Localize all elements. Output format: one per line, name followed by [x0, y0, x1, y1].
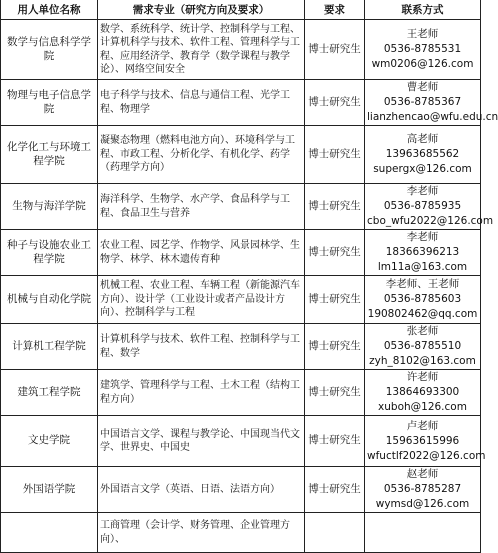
contact-person: 李老师 [406, 185, 439, 197]
contact-info [365, 230, 481, 276]
table-row [1, 467, 481, 513]
contact-person: 张老师 [406, 325, 439, 337]
required-majors: 中国语言文学、课程与教学论、中国现当代文学、世界史、中国史 [98, 416, 305, 467]
contact-phone: 18366396213 [385, 246, 460, 258]
contact-person: 赵老师 [406, 468, 439, 480]
header-contact: 联系方式 [365, 0, 481, 20]
table-header-row [1, 0, 481, 20]
contact-email[interactable]: lm11a@163.com [377, 261, 468, 273]
college-name: 数学与信息科学学院 [1, 20, 98, 80]
degree-requirement: 博士研究生 [305, 20, 365, 80]
contact-email[interactable]: lianzhencao@wfu.edu.cn [367, 111, 498, 123]
required-majors: 数学、系统科学、统计学、控制科学与工程、计算机科学与技术、软件工程、管理科学与工程、应用经济学、教育学（数学课程与教学论）、网络空间安全 [98, 20, 305, 80]
contact-phone: 13963685562 [385, 148, 460, 160]
contact-info [365, 467, 481, 513]
contact-email[interactable]: wfuctlf2022@126.com [367, 449, 486, 462]
required-majors: 计算机科学与技术、软件工程、控制科学与工程、数学 [98, 324, 305, 370]
contact-email[interactable]: wymsd@126.com [375, 498, 470, 510]
contact-phone: 0536-8785531 [383, 43, 462, 55]
contact-info [365, 126, 481, 184]
contact-info [365, 276, 481, 324]
contact-info [365, 184, 494, 230]
college-name: 计算机工程学院 [1, 324, 98, 370]
header-requirement: 要求 [305, 0, 365, 20]
table-row [1, 324, 481, 370]
degree-requirement: 博士研究生 [305, 184, 365, 230]
college-name: 化学化工与环境工程学院 [1, 126, 98, 184]
college-name [1, 513, 98, 553]
required-majors: 工商管理（会计学、财务管理、企业管理方向）、 [98, 513, 305, 553]
contact-email[interactable]: xuboh@126.com [378, 401, 467, 413]
required-majors: 海洋科学、生物学、水产学、食品科学与工程、食品卫生与营养 [98, 184, 305, 230]
contact-email[interactable]: supergx@126.com [373, 163, 472, 175]
contact-phone: 0536-8785935 [383, 200, 462, 212]
degree-requirement [305, 513, 365, 553]
contact-person: 曹老师 [406, 81, 439, 93]
contact-person: 卢老师 [406, 419, 439, 432]
contact-email[interactable]: zyh_8102@163.com [369, 355, 476, 367]
degree-requirement: 博士研究生 [305, 467, 365, 513]
degree-requirement: 博士研究生 [305, 324, 365, 370]
college-name: 文史学院 [1, 416, 98, 467]
contact-info [365, 513, 481, 553]
college-name: 机械与自动化学院 [1, 276, 98, 324]
contact-email[interactable]: 190802462@qq.com [367, 308, 478, 320]
degree-requirement: 博士研究生 [305, 370, 365, 416]
college-name: 外国语学院 [1, 467, 98, 513]
required-majors: 电子科学与技术、信息与通信工程、光学工程、物理学 [98, 80, 305, 126]
contact-phone: 13864693300 [385, 386, 460, 398]
required-majors: 外国语言文学（英语、日语、法语方向） [98, 467, 305, 513]
college-name: 建筑工程学院 [1, 370, 98, 416]
header-college: 用人单位名称 [1, 0, 98, 20]
contact-phone: 0536-8785367 [383, 96, 462, 108]
college-name: 生物与海洋学院 [1, 184, 98, 230]
required-majors: 凝聚态物理（燃料电池方向）、环境科学与工程、市政工程、分析化学、有机化学、药学（药理学方向） [98, 126, 305, 184]
required-majors: 机械工程、农业工程、车辆工程（新能源汽车方向）、设计学（工业设计或者产品设计方向）、控制科学与工程 [98, 276, 305, 324]
table-row [1, 80, 481, 126]
contact-phone: 0536-8785287 [383, 483, 462, 495]
table-row [1, 126, 481, 184]
table-row [1, 416, 481, 467]
college-name: 种子与设施农业工程学院 [1, 230, 98, 276]
contact-person: 王老师 [406, 28, 439, 40]
contact-person: 高老师 [406, 133, 439, 145]
contact-phone: 0536-8785510 [383, 340, 462, 352]
contact-info [365, 20, 481, 80]
contact-phone: 0536-8785603 [383, 293, 462, 305]
degree-requirement: 博士研究生 [305, 416, 365, 467]
table-row [1, 184, 481, 230]
contact-info [365, 416, 486, 467]
contact-person: 许老师 [406, 371, 439, 383]
contact-phone: 15963615996 [385, 434, 460, 447]
contact-email[interactable]: wm0206@126.com [371, 58, 474, 70]
contact-email[interactable]: cbo_wfu2022@126.com [367, 215, 494, 227]
degree-requirement: 博士研究生 [305, 230, 365, 276]
required-majors: 农业工程、园艺学、作物学、风景园林学、生物学、林学、林木遗传育种 [98, 230, 305, 276]
header-majors: 需求专业（研究方向及要求） [98, 0, 305, 20]
contact-info [365, 370, 481, 416]
degree-requirement: 博士研究生 [305, 80, 365, 126]
college-name: 物理与电子信息学院 [1, 80, 98, 126]
contact-info [365, 324, 481, 370]
degree-requirement: 博士研究生 [305, 126, 365, 184]
table-row [1, 370, 481, 416]
table-row [1, 20, 481, 80]
required-majors: 建筑学、管理科学与工程、土木工程（结构工程方向） [98, 370, 305, 416]
table-row [1, 513, 481, 553]
contact-person: 李老师 [406, 231, 439, 243]
table-row [1, 276, 481, 324]
table-row [1, 230, 481, 276]
contact-info [365, 80, 498, 126]
degree-requirement: 博士研究生 [305, 276, 365, 324]
contact-person: 李老师、王老师 [385, 278, 460, 290]
